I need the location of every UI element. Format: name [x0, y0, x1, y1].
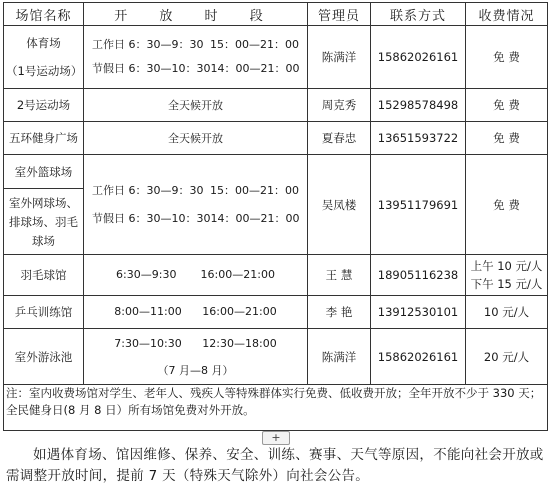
fee-cell: [466, 255, 548, 296]
fee-cell: 免 费: [466, 155, 548, 255]
venue-line: （1号运动场）: [6, 64, 83, 78]
manager-cell: 周克秀: [308, 89, 371, 122]
time-slot: 15：00—21：00: [210, 38, 299, 51]
time-slot: 6：30—9：30: [128, 183, 204, 197]
venue-cell: 2号运动场: [4, 89, 84, 122]
hours-cell: [84, 155, 308, 255]
hours-line: [86, 267, 305, 283]
day-type-label: 节假日: [92, 211, 125, 225]
fee-cell: 免 费: [466, 26, 548, 89]
contact-cell: 15862026161: [371, 26, 466, 89]
venue-cell: [4, 189, 84, 255]
venue-line: 体育场: [26, 36, 61, 50]
manager-cell: 陈满洋: [308, 329, 371, 385]
venue-cell: 五环健身广场: [4, 122, 84, 155]
footer-paragraph: 如遇体育场、馆因维修、保养、安全、训练、赛事、天气等原因，不能向社会开放或需调整开放时间，提前 7 天（特殊天气除外）向社会公告。: [6, 447, 544, 484]
table-header-row: [4, 3, 548, 26]
header-venue: 场馆名称: [4, 3, 84, 26]
time-slot: 14：00—21：00: [210, 62, 300, 75]
table-row: [4, 26, 548, 89]
fee-cell: 20 元/人: [466, 329, 548, 385]
expand-button[interactable]: +: [262, 431, 290, 445]
venue-cell: 室外游泳池: [4, 329, 84, 385]
venue-cell: [4, 26, 84, 89]
manager-cell: 王 慧: [308, 255, 371, 296]
header-hours: 开 放 时 段: [84, 3, 308, 26]
venue-cell: 室外篮球场: [4, 155, 84, 189]
header-manager: 管理员: [308, 3, 371, 26]
manager-cell: 夏春忠: [308, 122, 371, 155]
hours-cell: 全天候开放: [84, 89, 308, 122]
table-row: [4, 255, 548, 296]
contact-cell: 15862026161: [371, 329, 466, 385]
time-slot: 12:30—18:00: [202, 336, 277, 350]
table-note: 注：室内收费场馆对学生、老年人、残疾人等特殊群体实行免费、低收费开放；全年开放不少于 330 天；全民健身日(8 月 8 日）所有场馆免费对外开放。: [4, 385, 548, 431]
hours-cell: [84, 255, 308, 296]
hours-line: [86, 336, 305, 352]
time-slot: 6：30—9：30: [128, 38, 204, 51]
day-type-label: 节假日: [92, 62, 125, 75]
time-slot: 16:00—21:00: [202, 305, 277, 318]
hours-line: [86, 183, 305, 199]
contact-cell: 13951179691: [371, 155, 466, 255]
time-slot: 14：00—21：00: [210, 211, 300, 225]
header-fee: 收费情况: [466, 3, 548, 26]
table-row: [4, 122, 548, 155]
table-row: [4, 155, 548, 189]
table-row: [4, 89, 548, 122]
fee-cell: 免 费: [466, 122, 548, 155]
note-row: [4, 385, 548, 431]
contact-cell: 18905116238: [371, 255, 466, 296]
time-slot: 15：00—21：00: [210, 183, 299, 197]
venue-line: 室外网球场、: [9, 195, 78, 210]
table-row: [4, 296, 548, 329]
venue-line: 排球场、羽毛: [9, 214, 78, 229]
time-slot: 7:30—10:30: [114, 336, 182, 350]
season-note: （7 月—8 月）: [157, 363, 234, 377]
time-slot: 6:30—9:30: [116, 268, 177, 281]
day-type-label: 工作日: [92, 183, 125, 197]
time-slot: 6：30—10：30: [128, 62, 211, 75]
hours-line: [86, 304, 305, 320]
manager-cell: 吴凤楼: [308, 155, 371, 255]
time-slot: 8:00—11:00: [114, 305, 182, 318]
venue-cell: 乒乓训练馆: [4, 296, 84, 329]
contact-cell: 13651593722: [371, 122, 466, 155]
hours-line: [86, 61, 305, 77]
day-type-label: 工作日: [92, 38, 125, 51]
hours-line: [86, 211, 305, 227]
time-slot: 16:00—21:00: [200, 268, 275, 281]
contact-cell: 13912530101: [371, 296, 466, 329]
venue-line: 球场: [32, 233, 55, 248]
manager-cell: 李 艳: [308, 296, 371, 329]
venue-cell: 羽毛球馆: [4, 255, 84, 296]
hours-cell: [84, 329, 308, 385]
venue-line: [6, 51, 81, 63]
manager-cell: 陈满洋: [308, 26, 371, 89]
table-row: [4, 329, 548, 385]
contact-cell: 15298578498: [371, 89, 466, 122]
hours-cell: 全天候开放: [84, 122, 308, 155]
venue-schedule-table: [3, 2, 548, 431]
fee-line: 上午 10 元/人: [470, 259, 543, 273]
hours-line: [86, 37, 305, 53]
fee-cell: 10 元/人: [466, 296, 548, 329]
time-slot: 6：30—10：30: [128, 211, 211, 225]
fee-cell: 免 费: [466, 89, 548, 122]
hours-cell: [84, 26, 308, 89]
header-contact: 联系方式: [371, 3, 466, 26]
hours-cell: [84, 296, 308, 329]
fee-line: 下午 15 元/人: [470, 277, 543, 291]
